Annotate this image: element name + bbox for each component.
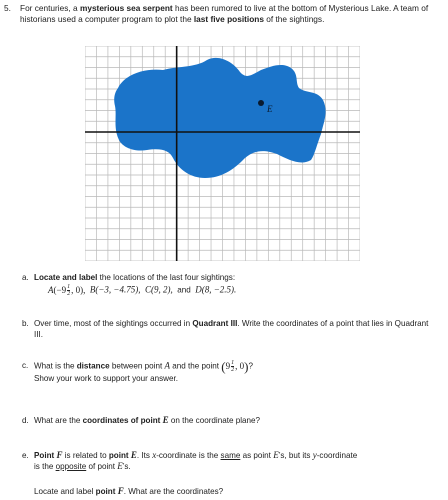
question-e-line2: is the opposite of point E’s. — [34, 461, 131, 471]
coordinate-plane — [85, 46, 360, 261]
grid-svg — [85, 46, 360, 261]
question-c: c. What is the distance between point A and the point (9 $\frac{1}{2}$ , 0)? Show your work to support your answer. — [34, 360, 434, 384]
lake-blob — [114, 58, 325, 178]
question-e-line3: Locate and label point F. What are the coordinates? — [34, 486, 224, 496]
question-a: a. Locate and label the locations of the last four sightings: — [22, 273, 236, 282]
point-e-label: E — [267, 104, 273, 114]
question-d: d. What are the coordinates of point E on the coordinate plane? — [22, 415, 261, 425]
question-a-points: A(−9 $\frac{1}{2}$ , 0), B(−3, −4.75), C(9, 2), and D(8, −2.5). — [48, 284, 237, 297]
point-e-marker — [258, 100, 264, 106]
problem-intro — [4, 3, 440, 24]
question-b: b. Over time, most of the sightings occurred in Quadrant III. Write the coordinates of a point that lies in Quadrant III. — [22, 319, 429, 339]
question-e: e. Point F is related to point E. Its x-coordinate is the same as point E’s, but its y-coordinate is the opposite of point E’s. — [34, 450, 434, 472]
problem-number: 5. — [4, 3, 11, 13]
question-c-line2: Show your work to support your answer. — [34, 374, 178, 383]
problem-text: For centuries, a mysterious sea serpent has been rumored to live at the bottom of Mysterious Lake. A team of historians used a computer program to plot the last five positions of the sightings. — [20, 3, 429, 24]
